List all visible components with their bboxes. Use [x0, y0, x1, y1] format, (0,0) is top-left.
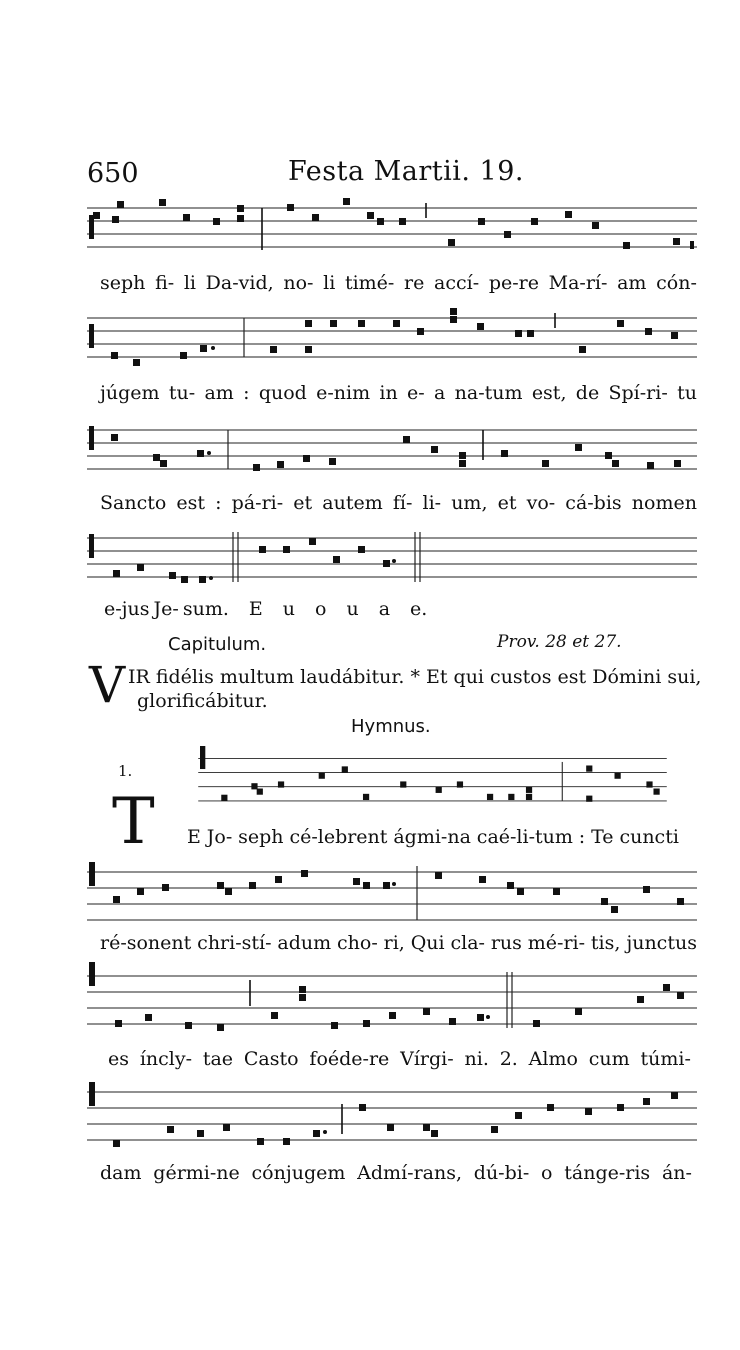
capitulum-heading: Capitulum.: [168, 634, 267, 655]
syllable: cé-lebrent: [289, 826, 388, 848]
syllable: quod: [258, 382, 307, 404]
hymn-lyric-line-4: [100, 1162, 692, 1184]
syllable: autem: [322, 492, 383, 514]
syllable: et: [293, 492, 313, 514]
verse-number: 1.: [118, 762, 133, 780]
syllable: li: [183, 272, 196, 294]
syllable: in: [379, 382, 398, 404]
syllable: foéde-re: [309, 1048, 390, 1070]
hymn-staff-4: [87, 1078, 697, 1150]
syllable: nomen: [631, 492, 697, 514]
syllable: mé-ri-: [527, 932, 586, 954]
syllable: tis,: [590, 932, 621, 954]
syllable: timé-: [344, 272, 395, 294]
syllable: :: [215, 492, 222, 514]
syllable: chri-stí-: [197, 932, 272, 954]
hymn-staff-1: [168, 746, 697, 808]
syllable: junctus: [626, 932, 697, 954]
syllable: e-: [407, 382, 425, 404]
drop-cap-t: T: [112, 785, 155, 859]
chant-staff-4: [87, 528, 697, 590]
hymn-lyric-line-3: [108, 1048, 691, 1070]
hymn-staff-3: [87, 962, 697, 1034]
syllable: a: [378, 598, 391, 620]
syllable: e.: [410, 598, 428, 620]
lyric-line-1: [100, 272, 697, 294]
syllable: o: [541, 1162, 553, 1184]
syllable: fí-: [392, 492, 413, 514]
syllable: cuncti: [619, 826, 679, 848]
syllable: re: [404, 272, 425, 294]
syllable: o: [315, 598, 327, 620]
syllable: est: [176, 492, 206, 514]
page-title: Festa Martii. 19.: [288, 156, 524, 187]
syllable: adum: [277, 932, 332, 954]
syllable: cónjugem: [251, 1162, 346, 1184]
syllable: :: [243, 382, 250, 404]
syllable: seph: [100, 272, 146, 294]
syllable: rus: [490, 932, 522, 954]
capitulum-line-2: glorificábitur.: [137, 690, 268, 712]
syllable: vo-: [526, 492, 556, 514]
syllable: Qui: [410, 932, 445, 954]
hymn-lyric-line-2: [100, 932, 697, 954]
syllable: de: [575, 382, 600, 404]
syllable: seph: [238, 826, 284, 848]
syllable: tu-: [168, 382, 196, 404]
syllable: u: [282, 598, 295, 620]
syllable: tu: [677, 382, 697, 404]
syllable: tae: [202, 1048, 234, 1070]
syllable: Ma-rí-: [548, 272, 608, 294]
hymn-staff-2: [87, 858, 697, 928]
syllable: Casto: [243, 1048, 299, 1070]
syllable: cho-: [337, 932, 378, 954]
syllable: Admí-rans,: [357, 1162, 463, 1184]
drop-cap-v: V: [89, 656, 126, 714]
syllable: Spí-ri-: [608, 382, 668, 404]
syllable: Almo: [528, 1048, 578, 1070]
syllable: est,: [531, 382, 567, 404]
syllable: li: [323, 272, 336, 294]
syllable: ri,: [383, 932, 405, 954]
syllable: ni.: [464, 1048, 489, 1070]
syllable: Te: [591, 826, 614, 848]
hymn-lyric-line-1: [187, 826, 679, 848]
syllable: et: [497, 492, 517, 514]
syllable: E: [187, 826, 201, 848]
syllable: na-tum: [454, 382, 523, 404]
chant-staff-3: [87, 420, 697, 482]
syllable: gérmi-ne: [153, 1162, 240, 1184]
syllable: cla-: [450, 932, 485, 954]
syllable: pá-ri-: [231, 492, 284, 514]
syllable: 2.: [499, 1048, 518, 1070]
lyric-line-3: [100, 492, 697, 514]
syllable: sum.: [182, 598, 229, 620]
hymnus-heading: Hymnus.: [351, 716, 431, 737]
syllable: fi-: [155, 272, 175, 294]
syllable: u: [346, 598, 359, 620]
lyric-line-2: [100, 382, 697, 404]
syllable: am: [204, 382, 234, 404]
syllable: no-: [283, 272, 314, 294]
capitulum-line-1: IR fidélis multum laudábitur. * Et qui custos est Dómini sui,: [128, 666, 702, 688]
syllable: júgem: [100, 382, 160, 404]
syllable: es: [108, 1048, 129, 1070]
page-number: 650: [87, 158, 139, 189]
syllable: Da-vid,: [205, 272, 274, 294]
syllable: am: [617, 272, 647, 294]
scripture-reference: Prov. 28 et 27.: [497, 632, 622, 652]
syllable: accí-: [434, 272, 480, 294]
syllable: cá-bis: [565, 492, 622, 514]
syllable: Jo-: [206, 826, 233, 848]
syllable: li-: [422, 492, 442, 514]
syllable: ágmi-na: [393, 826, 471, 848]
syllable: :: [578, 826, 586, 848]
syllable: íncly-: [139, 1048, 193, 1070]
syllable: Je-: [153, 598, 179, 620]
syllable: Vírgi-: [400, 1048, 454, 1070]
syllable: dam: [100, 1162, 142, 1184]
syllable: a: [434, 382, 446, 404]
syllable: túmi-: [640, 1048, 691, 1070]
chant-staff-2: [87, 308, 697, 370]
syllable: E: [248, 598, 263, 620]
syllable: cum: [588, 1048, 630, 1070]
syllable: um,: [451, 492, 488, 514]
syllable: cón-: [656, 272, 697, 294]
chant-staff-1: [87, 198, 697, 260]
syllable: e-jus: [104, 598, 150, 620]
syllable: dú-bi-: [473, 1162, 530, 1184]
lyric-line-4: [104, 598, 701, 620]
syllable: pe-re: [488, 272, 539, 294]
syllable: Sancto: [100, 492, 167, 514]
syllable: caé-li-tum: [476, 826, 573, 848]
syllable: tánge-ris: [564, 1162, 651, 1184]
syllable: e-nim: [316, 382, 371, 404]
syllable: án-: [661, 1162, 692, 1184]
syllable: ré-sonent: [100, 932, 192, 954]
